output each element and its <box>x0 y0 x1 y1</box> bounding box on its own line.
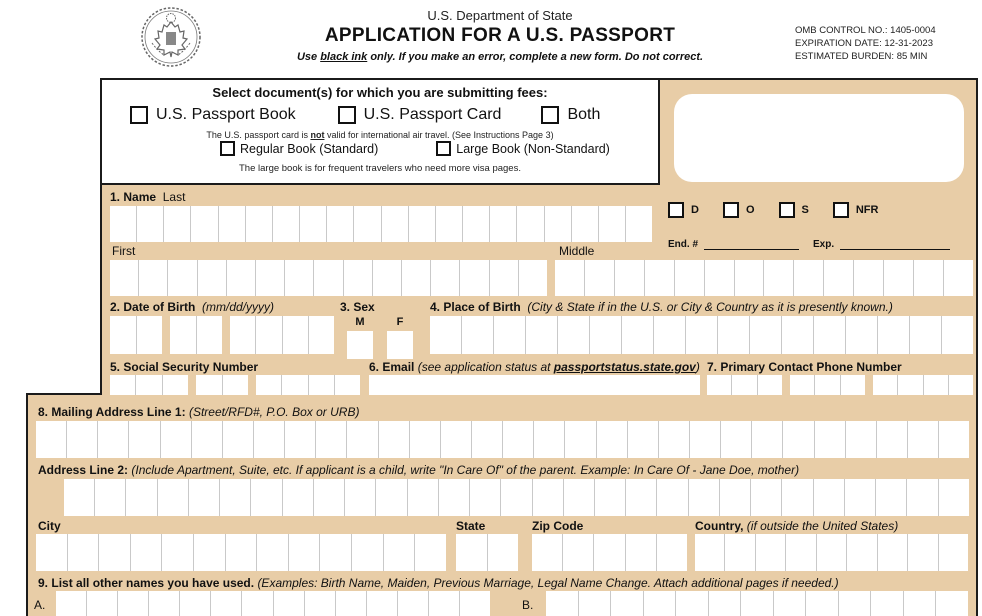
char-cell[interactable] <box>314 479 345 516</box>
char-cell[interactable] <box>532 534 563 571</box>
other-names-hint: (Examples: Birth Name, Maiden, Previous Marriage, Legal Name Change. Attach additional pages if needed.) <box>257 576 839 590</box>
char-cell[interactable] <box>594 534 625 571</box>
char-cell[interactable] <box>220 479 251 516</box>
dob-label: 2. Date of Birth (mm/dd/yyyy) <box>110 300 275 314</box>
char-cell[interactable] <box>211 591 242 616</box>
pob-label: 4. Place of Birth (City & State if in the U.S. or City & Country as it is presently known.) <box>430 300 893 314</box>
char-cell[interactable] <box>774 591 807 616</box>
char-cell[interactable] <box>526 316 558 354</box>
char-cell[interactable] <box>192 421 223 458</box>
char-cell[interactable] <box>854 260 884 296</box>
char-cell[interactable] <box>415 534 446 571</box>
char-cell[interactable] <box>806 591 839 616</box>
char-cell[interactable] <box>316 421 347 458</box>
char-cell[interactable] <box>254 421 285 458</box>
char-cell[interactable] <box>908 534 938 571</box>
char-cell[interactable] <box>654 316 686 354</box>
char-cell[interactable] <box>149 591 180 616</box>
char-cell[interactable] <box>273 206 300 242</box>
char-cell[interactable] <box>110 260 139 296</box>
char-cell[interactable] <box>300 206 327 242</box>
char-cell[interactable] <box>564 479 595 516</box>
char-cell[interactable] <box>597 421 628 458</box>
form-title: APPLICATION FOR A U.S. PASSPORT <box>324 25 676 46</box>
card-validity-note: The U.S. passport card is not valid for international air travel. (See Instructions Page 3) <box>206 130 554 140</box>
char-cell[interactable] <box>490 260 519 296</box>
char-cell[interactable] <box>565 421 596 458</box>
char-cell[interactable] <box>227 260 256 296</box>
char-cell[interactable] <box>626 534 657 571</box>
char-cell[interactable] <box>251 479 282 516</box>
char-cell[interactable] <box>402 260 431 296</box>
char-cell[interactable] <box>695 534 725 571</box>
dob-boxes <box>110 316 334 354</box>
char-cell[interactable] <box>675 260 705 296</box>
char-cell[interactable] <box>384 534 416 571</box>
addr1-label: 8. Mailing Address Line 1: (Street/RFD#, P.O. Box or URB) <box>38 405 360 419</box>
char-cell[interactable] <box>741 591 774 616</box>
char-cell[interactable] <box>118 591 149 616</box>
char-cell[interactable] <box>344 260 373 296</box>
char-cell[interactable] <box>345 479 376 516</box>
char-cell[interactable] <box>533 479 564 516</box>
char-cell[interactable] <box>904 591 937 616</box>
char-cell[interactable] <box>585 260 615 296</box>
char-cell[interactable] <box>595 479 626 516</box>
endorsement-s-label: S <box>801 204 809 216</box>
char-cell[interactable] <box>936 591 968 616</box>
char-cell[interactable] <box>939 421 969 458</box>
option-passport-card[interactable] <box>338 106 502 124</box>
char-cell[interactable] <box>847 534 877 571</box>
char-cell[interactable] <box>164 206 191 242</box>
char-cell[interactable] <box>198 260 227 296</box>
char-cell[interactable] <box>725 534 755 571</box>
end-number-label: End. # <box>668 239 699 250</box>
char-cell[interactable] <box>814 316 846 354</box>
char-cell[interactable] <box>354 206 381 242</box>
char-cell[interactable] <box>910 316 942 354</box>
char-cell[interactable] <box>839 591 872 616</box>
city-boxes[interactable] <box>36 534 446 571</box>
header-titles <box>250 8 750 63</box>
char-cell[interactable] <box>939 479 969 516</box>
char-cell[interactable] <box>686 316 718 354</box>
other-name-b-label: B. <box>522 598 534 612</box>
char-cell[interactable] <box>756 534 786 571</box>
char-cell[interactable] <box>871 591 904 616</box>
char-cell[interactable] <box>878 534 908 571</box>
char-cell[interactable] <box>944 260 973 296</box>
char-cell[interactable] <box>558 316 590 354</box>
city-label: City <box>38 519 61 533</box>
char-cell[interactable] <box>786 534 816 571</box>
char-cell[interactable] <box>379 421 410 458</box>
char-cell[interactable] <box>67 421 98 458</box>
char-cell[interactable] <box>534 421 565 458</box>
char-cell[interactable] <box>876 479 907 516</box>
char-cell[interactable] <box>942 316 973 354</box>
char-cell[interactable] <box>470 479 501 516</box>
omb-info <box>795 24 980 63</box>
office-use-box <box>674 94 964 182</box>
char-cell[interactable] <box>519 260 547 296</box>
char-cell[interactable] <box>219 206 246 242</box>
char-cell[interactable] <box>110 316 137 354</box>
char-cell[interactable] <box>720 479 751 516</box>
exp-label: Exp. <box>813 239 835 250</box>
char-cell[interactable] <box>645 260 675 296</box>
char-cell[interactable] <box>168 260 197 296</box>
endorsement-o-label: O <box>745 204 755 216</box>
char-cell[interactable] <box>309 316 334 354</box>
char-cell[interactable] <box>626 206 652 242</box>
char-cell[interactable] <box>129 421 160 458</box>
dob-month-boxes[interactable] <box>110 316 162 354</box>
char-cell[interactable] <box>197 316 223 354</box>
char-cell[interactable] <box>408 479 439 516</box>
char-cell[interactable] <box>815 421 846 458</box>
char-cell[interactable] <box>690 421 721 458</box>
name-label: 1. Name Last <box>110 190 186 204</box>
char-cell[interactable] <box>735 260 765 296</box>
char-cell[interactable] <box>572 206 599 242</box>
dob-day-boxes[interactable] <box>170 316 222 354</box>
char-cell[interactable] <box>490 206 517 242</box>
char-cell[interactable] <box>657 534 687 571</box>
char-cell[interactable] <box>382 206 409 242</box>
char-cell[interactable] <box>139 260 168 296</box>
char-cell[interactable] <box>398 591 429 616</box>
char-cell[interactable] <box>884 260 914 296</box>
ssn-label: 5. Social Security Number <box>110 360 259 374</box>
option-large-book[interactable] <box>436 141 610 156</box>
char-cell[interactable] <box>751 479 782 516</box>
name-last-sublabel: Last <box>162 190 186 204</box>
option-both[interactable] <box>541 106 600 124</box>
middle-name-label: Middle <box>559 244 595 258</box>
char-cell[interactable] <box>472 421 503 458</box>
state-boxes[interactable] <box>456 534 518 571</box>
sex-male-column <box>346 316 374 359</box>
char-cell[interactable] <box>689 479 720 516</box>
char-cell[interactable] <box>367 591 398 616</box>
char-cell[interactable] <box>194 534 226 571</box>
char-cell[interactable] <box>611 591 644 616</box>
char-cell[interactable] <box>36 421 67 458</box>
char-cell[interactable] <box>191 206 218 242</box>
char-cell[interactable] <box>659 421 690 458</box>
char-cell[interactable] <box>764 260 794 296</box>
char-cell[interactable] <box>161 421 192 458</box>
char-cell[interactable] <box>336 591 367 616</box>
char-cell[interactable] <box>131 534 163 571</box>
zip-label: Zip Code <box>532 519 584 533</box>
char-cell[interactable] <box>456 534 488 571</box>
sex-female-column <box>386 316 414 359</box>
zip-boxes[interactable] <box>532 534 687 571</box>
char-cell[interactable] <box>545 206 572 242</box>
middle-name-boxes[interactable] <box>555 260 973 296</box>
endorsement-s-checkbox[interactable] <box>779 202 795 218</box>
char-cell[interactable] <box>314 260 343 296</box>
option-regular-book[interactable] <box>220 141 378 156</box>
char-cell[interactable] <box>180 591 211 616</box>
char-cell[interactable] <box>644 591 677 616</box>
exp-line[interactable] <box>840 238 950 250</box>
char-cell[interactable] <box>878 316 910 354</box>
other-name-a-label: A. <box>34 598 46 612</box>
country-hint: (if outside the United States) <box>746 519 899 533</box>
endorsement-d-label: D <box>691 204 699 216</box>
endorsement-o-checkbox[interactable] <box>723 202 739 218</box>
omb-burden: ESTIMATED BURDEN: 85 MIN <box>795 51 928 62</box>
both-label: Both <box>567 106 601 123</box>
phone-label: 7. Primary Contact Phone Number <box>707 360 902 374</box>
char-cell[interactable] <box>347 421 378 458</box>
char-cell[interactable] <box>230 316 256 354</box>
pob-hint: (City & State if in the U.S. or City & Country as it is presently known.) <box>527 300 893 314</box>
large-book-note: The large book is for frequent travelers who need more visa pages. <box>239 163 521 174</box>
both-checkbox[interactable] <box>541 106 559 124</box>
char-cell[interactable] <box>376 479 407 516</box>
endorsement-number-row <box>668 238 950 250</box>
regular-book-label: Regular Book (Standard) <box>240 141 379 156</box>
char-cell[interactable] <box>283 316 309 354</box>
char-cell[interactable] <box>709 591 742 616</box>
char-cell[interactable] <box>320 534 352 571</box>
passport-card-label: U.S. Passport Card <box>363 106 502 123</box>
last-name-boxes[interactable] <box>110 206 652 242</box>
char-cell[interactable] <box>409 206 436 242</box>
passport-status-link: passportstatus.state.gov <box>553 360 696 374</box>
char-cell[interactable] <box>246 206 273 242</box>
char-cell[interactable] <box>845 479 876 516</box>
char-cell[interactable] <box>126 479 157 516</box>
char-cell[interactable] <box>546 591 579 616</box>
char-cell[interactable] <box>622 316 654 354</box>
char-cell[interactable] <box>846 316 878 354</box>
char-cell[interactable] <box>285 260 314 296</box>
sex-male-box[interactable] <box>347 331 373 359</box>
ink-instruction: Use black ink only. If you make an error, complete a new form. Do not correct. <box>296 51 704 63</box>
char-cell[interactable] <box>257 534 289 571</box>
form-upper-section <box>100 78 978 395</box>
char-cell[interactable] <box>824 260 854 296</box>
fees-title: Select document(s) for which you are submitting fees: <box>212 85 548 100</box>
sex-label: 3. Sex <box>340 300 375 314</box>
fees-selection-box <box>102 80 660 185</box>
country-boxes[interactable] <box>695 534 968 571</box>
endorsement-checkboxes <box>668 202 878 218</box>
regular-book-checkbox[interactable] <box>220 141 235 156</box>
char-cell[interactable] <box>939 534 968 571</box>
char-cell[interactable] <box>242 591 273 616</box>
char-cell[interactable] <box>463 206 490 242</box>
char-cell[interactable] <box>95 479 126 516</box>
char-cell[interactable] <box>441 421 472 458</box>
char-cell[interactable] <box>305 591 336 616</box>
char-cell[interactable] <box>36 534 68 571</box>
first-name-label: First <box>112 244 136 258</box>
department-seal-icon <box>138 5 204 69</box>
char-cell[interactable] <box>718 316 750 354</box>
char-cell[interactable] <box>615 260 645 296</box>
char-cell[interactable] <box>555 260 585 296</box>
char-cell[interactable] <box>327 206 354 242</box>
char-cell[interactable] <box>783 421 814 458</box>
char-cell[interactable] <box>98 421 129 458</box>
char-cell[interactable] <box>439 479 470 516</box>
char-cell[interactable] <box>274 591 305 616</box>
char-cell[interactable] <box>158 479 189 516</box>
passport-book-label: U.S. Passport Book <box>156 106 296 123</box>
char-cell[interactable] <box>137 206 164 242</box>
char-cell[interactable] <box>462 316 494 354</box>
char-cell[interactable] <box>256 260 285 296</box>
char-cell[interactable] <box>817 534 847 571</box>
char-cell[interactable] <box>626 479 657 516</box>
char-cell[interactable] <box>99 534 131 571</box>
first-name-boxes[interactable] <box>110 260 547 296</box>
char-cell[interactable] <box>782 479 813 516</box>
char-cell[interactable] <box>590 316 622 354</box>
char-cell[interactable] <box>750 316 782 354</box>
char-cell[interactable] <box>226 534 258 571</box>
char-cell[interactable] <box>517 206 544 242</box>
char-cell[interactable] <box>503 421 534 458</box>
sex-male-label: M <box>355 316 365 328</box>
char-cell[interactable] <box>628 421 659 458</box>
char-cell[interactable] <box>460 591 490 616</box>
sex-female-label: F <box>396 316 404 328</box>
pob-boxes[interactable] <box>430 316 973 354</box>
end-number-line[interactable] <box>704 238 799 250</box>
char-cell[interactable] <box>68 534 100 571</box>
sex-female-box[interactable] <box>387 331 413 359</box>
omb-expiration: EXPIRATION DATE: 12-31-2023 <box>795 38 933 49</box>
char-cell[interactable] <box>676 591 709 616</box>
char-cell[interactable] <box>56 591 87 616</box>
char-cell[interactable] <box>782 316 814 354</box>
char-cell[interactable] <box>110 206 137 242</box>
addr1-hint: (Street/RFD#, P.O. Box or URB) <box>188 405 360 419</box>
addr1-boxes[interactable] <box>36 421 969 458</box>
agency-name: U.S. Department of State <box>427 8 573 23</box>
char-cell[interactable] <box>721 421 752 458</box>
addr2-hint: (Include Apartment, Suite, etc. If applicant is a child, write "In Care Of" of the parent. Example: In Care Of - Jane Doe, mother) <box>131 463 800 477</box>
char-cell[interactable] <box>283 479 314 516</box>
char-cell[interactable] <box>87 591 118 616</box>
char-cell[interactable] <box>429 591 460 616</box>
char-cell[interactable] <box>170 316 197 354</box>
char-cell[interactable] <box>914 260 944 296</box>
black-ink-underline: black ink <box>320 51 368 63</box>
char-cell[interactable] <box>794 260 824 296</box>
email-label: 6. Email (see application status at passportstatus.state.gov) <box>369 360 700 374</box>
form-lower-section <box>26 395 978 616</box>
char-cell[interactable] <box>137 316 163 354</box>
char-cell[interactable] <box>352 534 384 571</box>
char-cell[interactable] <box>488 534 519 571</box>
passport-book-checkbox[interactable] <box>130 106 148 124</box>
char-cell[interactable] <box>494 316 526 354</box>
large-book-label: Large Book (Non-Standard) <box>456 141 610 156</box>
dob-year-boxes[interactable] <box>230 316 334 354</box>
char-cell[interactable] <box>256 316 282 354</box>
endorsement-d-checkbox[interactable] <box>668 202 684 218</box>
state-label: State <box>456 519 486 533</box>
char-cell[interactable] <box>705 260 735 296</box>
fees-options-row <box>130 106 650 124</box>
char-cell[interactable] <box>563 534 594 571</box>
other-name-a-boxes[interactable] <box>56 591 490 616</box>
char-cell[interactable] <box>752 421 783 458</box>
char-cell[interactable] <box>814 479 845 516</box>
char-cell[interactable] <box>436 206 463 242</box>
endorsement-nfr-checkbox[interactable] <box>833 202 849 218</box>
char-cell[interactable] <box>430 316 462 354</box>
char-cell[interactable] <box>162 534 194 571</box>
char-cell[interactable] <box>289 534 321 571</box>
addr2-boxes[interactable] <box>64 479 969 516</box>
other-names-label: 9. List all other names you have used. (Examples: Birth Name, Maiden, Previous Marriage, Legal Name Change. Attach additional pages if needed.) <box>38 576 839 590</box>
char-cell[interactable] <box>908 421 939 458</box>
endorsement-nfr-label: NFR <box>855 204 879 216</box>
other-name-b-boxes[interactable] <box>546 591 968 616</box>
omb-control-no: OMB CONTROL NO.: 1405-0004 <box>795 25 936 36</box>
char-cell[interactable] <box>431 260 460 296</box>
book-options-row <box>220 141 610 156</box>
char-cell[interactable] <box>64 479 95 516</box>
passport-card-checkbox[interactable] <box>338 106 356 124</box>
char-cell[interactable] <box>410 421 441 458</box>
char-cell[interactable] <box>877 421 908 458</box>
char-cell[interactable] <box>846 421 877 458</box>
char-cell[interactable] <box>501 479 532 516</box>
country-label: Country, (if outside the United States) <box>695 519 899 533</box>
char-cell[interactable] <box>223 421 254 458</box>
char-cell[interactable] <box>460 260 489 296</box>
option-passport-book[interactable] <box>130 106 296 124</box>
char-cell[interactable] <box>657 479 688 516</box>
char-cell[interactable] <box>907 479 938 516</box>
char-cell[interactable] <box>373 260 402 296</box>
addr2-label: Address Line 2: (Include Apartment, Suite, etc. If applicant is a child, write "In Care Of" of the parent. Example: In Care Of - Jane Doe, mother) <box>38 463 800 477</box>
dob-hint: (mm/dd/yyyy) <box>202 300 275 314</box>
char-cell[interactable] <box>285 421 316 458</box>
char-cell[interactable] <box>599 206 626 242</box>
char-cell[interactable] <box>579 591 612 616</box>
large-book-checkbox[interactable] <box>436 141 451 156</box>
char-cell[interactable] <box>189 479 220 516</box>
